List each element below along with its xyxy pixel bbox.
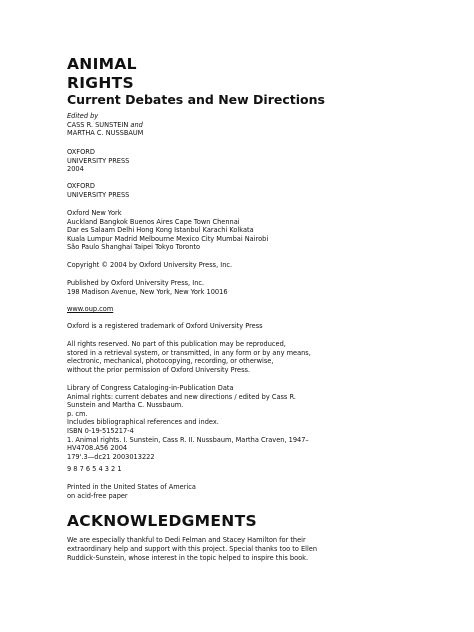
subtitle: Current Debates and New Directions	[67, 92, 325, 107]
cities-block	[67, 209, 268, 252]
cip-line: HV4708.A56 2004	[67, 444, 128, 453]
rights-line: All rights reserved. No part of this publication may be reproduced,	[67, 340, 286, 348]
editor-1: CASS R. SUNSTEIN	[67, 120, 129, 129]
printing-line: 9 8 7 6 5 4 3 2 1	[67, 465, 122, 473]
cip-line: 179'.3—dc21 2003013222	[67, 452, 155, 461]
publisher-line: UNIVERSITY PRESS	[67, 190, 130, 199]
rights-block	[67, 340, 311, 374]
cip-line: 1. Animal rights. I. Sunstein, Cass R. II. Nussbaum, Martha Craven, 1947–	[67, 435, 309, 444]
website-link[interactable]: www.oup.com	[67, 305, 114, 313]
title-line-2: RIGHTS	[67, 74, 134, 92]
publisher-block-2	[67, 182, 129, 199]
rights-line: electronic, mechanical, photocopying, recording, or otherwise,	[67, 357, 274, 366]
cip-line: Animal rights: current debates and new directions / edited by Cass R.	[67, 392, 296, 401]
edited-by-label: Edited by	[67, 112, 99, 120]
editors-block	[67, 112, 143, 138]
city-line: Dar es Salaam Delhi Hong Kong Istanbul Karachi Kolkata	[67, 226, 254, 235]
city-line: Kuala Lumpur Madrid Melbourne Mexico City Mumbai Nairobi	[67, 234, 269, 243]
publisher-line: OXFORD	[67, 148, 95, 156]
cip-line: Library of Congress Cataloging-in-Publication Data	[67, 384, 234, 392]
ack-line: Ruddick-Sunstein, whose interest in the topic helped to inspire this book.	[67, 553, 309, 562]
copyright-line: Copyright © 2004 by Oxford University Press, Inc.	[67, 261, 233, 269]
published-by-block	[67, 279, 228, 296]
rights-line: stored in a retrieval system, or transmitted, in any form or by any means,	[67, 348, 311, 357]
publisher-block-1	[67, 148, 129, 174]
published-by-address: 198 Madison Avenue, New York, New York 10016	[67, 287, 228, 296]
editor-2: MARTHA C. NUSSBAUM	[67, 129, 144, 138]
publisher-line: UNIVERSITY PRESS	[67, 156, 130, 165]
editor-1-line	[67, 121, 143, 130]
city-line: Oxford New York	[67, 209, 122, 217]
printed-in-line: on acid-free paper	[67, 491, 128, 500]
acknowledgments-body	[67, 536, 412, 562]
cip-line: Sunstein and Martha C. Nussbaum.	[67, 401, 184, 410]
cip-block	[67, 384, 309, 461]
ack-line: We are especially thankful to Dedi Felman and Stacey Hamilton for their	[67, 536, 306, 544]
publisher-year: 2004	[67, 165, 84, 174]
rights-line: without the prior permission of Oxford University Press.	[67, 365, 251, 374]
city-line: Auckland Bangkok Buenos Aires Cape Town Chennai	[67, 217, 240, 226]
editor-conjunction: and	[128, 120, 143, 129]
website-block	[67, 305, 113, 314]
cip-line: ISBN 0-19-515217-4	[67, 426, 134, 435]
cip-line: Includes bibliographical references and index.	[67, 418, 219, 427]
printed-in-block	[67, 483, 196, 500]
city-line: São Paulo Shanghai Taipei Tokyo Toronto	[67, 243, 201, 252]
acknowledgments-heading: ACKNOWLEDGMENTS	[67, 512, 257, 530]
publisher-line: OXFORD	[67, 182, 95, 190]
title-line-1: ANIMAL	[67, 55, 137, 73]
ack-line: extraordinary help and support with this project. Special thanks too to Ellen	[67, 544, 318, 553]
printed-in-line: Printed in the United States of America	[67, 483, 196, 491]
published-by-line: Published by Oxford University Press, Inc.	[67, 279, 205, 287]
cip-line: p. cm.	[67, 409, 88, 418]
trademark-line: Oxford is a registered trademark of Oxford University Press	[67, 322, 263, 330]
